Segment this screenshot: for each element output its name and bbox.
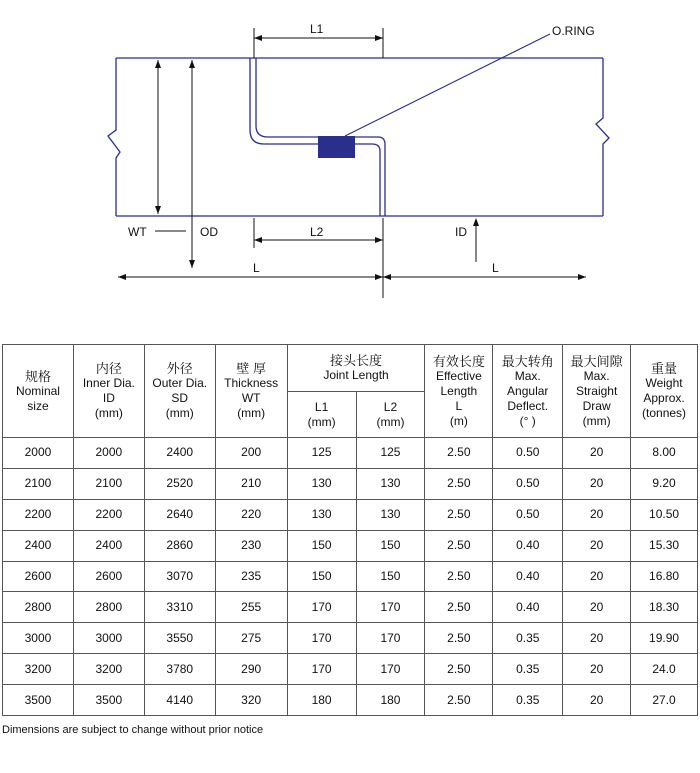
table-cell: 150 [356,561,425,592]
header-inner-en1: Inner Dia. [82,376,135,390]
joint-diagram [0,0,700,310]
header-effective [425,345,493,438]
header-thickness-en2: WT [241,391,261,405]
table-row [3,468,698,499]
header-outer-zh: 外径 [166,361,193,376]
spigot-profile-outer [250,58,318,144]
header-weight-zh: 重量 [651,361,678,376]
table-cell: 3780 [144,654,215,685]
table-cell: 2000 [73,438,144,469]
header-outer-en2: SD [171,391,189,405]
table-row [3,561,698,592]
header-straight-en3: Draw [582,398,611,413]
label-l-left: L [253,261,260,275]
table-cell: 180 [287,685,356,716]
table-cell: 2.50 [425,685,493,716]
header-l1-name: L1 [314,399,329,414]
header-thickness-unit: (mm) [237,406,266,420]
table-cell: 150 [287,561,356,592]
header-outer [144,345,215,438]
table-cell: 2400 [3,530,74,561]
table-cell: 170 [287,592,356,623]
header-angular-unit: (° ) [519,413,536,428]
table-cell: 130 [356,468,425,499]
table-cell: 18.30 [631,592,698,623]
table-cell: 2400 [144,438,215,469]
table-cell: 130 [287,468,356,499]
table-cell: 10.50 [631,499,698,530]
header-weight-en1: Weight [645,376,683,390]
table-cell: 2.50 [425,499,493,530]
header-weight-en2: Approx. [643,391,685,405]
table-cell: 3200 [73,654,144,685]
header-angular-en1: Max. [514,368,541,383]
header-nominal-en1: Nominal [15,383,60,398]
table-cell: 3310 [144,592,215,623]
table-cell: 3550 [144,623,215,654]
label-oring: O.RING [552,24,595,38]
table-cell: 3200 [3,654,74,685]
notice-text: Dimensions are subject to change without prior notice [2,724,264,736]
table-cell: 4140 [144,685,215,716]
table-cell: 130 [287,499,356,530]
table-cell: 0.50 [493,499,563,530]
o-ring [318,136,355,158]
table-cell: 2640 [144,499,215,530]
header-l2 [356,392,425,438]
table-cell: 3000 [3,623,74,654]
label-l-right: L [492,261,499,275]
table-cell: 20 [563,499,631,530]
table-cell: 19.90 [631,623,698,654]
table-cell: 20 [563,438,631,469]
table-cell: 125 [356,438,425,469]
table-row [3,530,698,561]
header-effective-en3: L [455,398,463,413]
table-row [3,499,698,530]
table-cell: 170 [356,592,425,623]
table-row [3,685,698,716]
header-weight-en3: (tonnes) [642,406,687,420]
socket-profile-inner [355,144,380,216]
table-cell: 320 [215,685,287,716]
header-nominal-zh: 规格 [24,368,51,384]
table-cell: 0.35 [493,654,563,685]
table-cell: 24.0 [631,654,698,685]
table-cell: 255 [215,592,287,623]
header-nominal [3,345,74,438]
pipe-right-edge [596,58,609,216]
header-angular [493,345,563,438]
table-cell: 3500 [73,685,144,716]
table-cell: 0.50 [493,438,563,469]
table-cell: 170 [287,654,356,685]
table-cell: 2000 [3,438,74,469]
header-thickness-zh: 壁 厚 [236,361,266,376]
table-cell: 150 [356,530,425,561]
table-cell: 2520 [144,468,215,499]
table-cell: 0.50 [493,468,563,499]
table-cell: 0.40 [493,592,563,623]
header-straight-en1: Max. [583,368,610,383]
header-joint [287,345,425,392]
table-cell: 220 [215,499,287,530]
table-cell: 170 [287,623,356,654]
table-cell: 16.80 [631,561,698,592]
table-row [3,592,698,623]
table-cell: 2200 [3,499,74,530]
table-cell: 27.0 [631,685,698,716]
table-cell: 2400 [73,530,144,561]
o-ring-leader [345,34,550,136]
table-cell: 2860 [144,530,215,561]
table-cell: 20 [563,592,631,623]
header-joint-en1: Joint Length [323,368,389,382]
table-cell: 170 [356,623,425,654]
header-weight [631,345,698,438]
header-thickness [215,345,287,438]
table-cell: 150 [287,530,356,561]
table-cell: 200 [215,438,287,469]
table-cell: 275 [215,623,287,654]
table-cell: 20 [563,561,631,592]
table-cell: 20 [563,530,631,561]
table-row [3,654,698,685]
header-angular-en3: Deflect. [507,398,549,413]
header-l2-name: L2 [383,399,398,414]
table-cell: 0.35 [493,685,563,716]
header-inner-en2: ID [102,391,115,405]
header-l1 [287,392,356,438]
header-nominal-en2: size [27,398,49,413]
table-cell: 20 [563,654,631,685]
label-wt: WT [128,225,147,239]
table-cell: 210 [215,468,287,499]
header-straight-zh: 最大间隙 [570,353,623,369]
table-cell: 0.40 [493,530,563,561]
header-l1-unit: (mm) [307,414,336,429]
table-cell: 125 [287,438,356,469]
label-l2: L2 [310,225,324,239]
table-cell: 2600 [73,561,144,592]
table-cell: 130 [356,499,425,530]
header-l2-unit: (mm) [376,414,405,429]
table-cell: 180 [356,685,425,716]
header-straight [563,345,631,438]
pipe-left-edge [108,58,120,216]
table-cell: 0.35 [493,623,563,654]
table-cell: 3500 [3,685,74,716]
table-cell: 2800 [3,592,74,623]
header-angular-en2: Angular [507,383,549,398]
table-cell: 0.40 [493,561,563,592]
table-cell: 290 [215,654,287,685]
table-cell: 2800 [73,592,144,623]
header-joint-zh: 接头长度 [330,353,383,368]
table-cell: 2100 [73,468,144,499]
table-cell: 8.00 [631,438,698,469]
table-cell: 20 [563,468,631,499]
table-cell: 2200 [73,499,144,530]
table-cell: 20 [563,623,631,654]
table-cell: 2.50 [425,592,493,623]
header-outer-en1: Outer Dia. [152,376,208,390]
header-effective-en1: Effective [435,368,482,383]
table-row [3,438,698,469]
table-cell: 235 [215,561,287,592]
table-cell: 2.50 [425,530,493,561]
header-inner-zh: 内径 [95,361,122,376]
label-od: OD [200,225,218,239]
table-cell: 2.50 [425,468,493,499]
table-cell: 230 [215,530,287,561]
label-id: ID [455,225,467,239]
header-straight-unit: (mm) [582,413,611,428]
header-outer-unit: (mm) [165,406,194,420]
header-inner-unit: (mm) [94,406,123,420]
header-inner [73,345,144,438]
table-cell: 2.50 [425,438,493,469]
table-cell: 2600 [3,561,74,592]
spec-table [2,344,698,716]
header-straight-en2: Straight [575,383,618,398]
spigot-profile-inner [256,58,318,137]
label-l1: L1 [310,22,324,36]
table-cell: 2.50 [425,654,493,685]
header-effective-unit: (m) [449,413,468,428]
header-angular-zh: 最大转角 [501,353,554,369]
table-body [3,438,698,716]
table-cell: 2100 [3,468,74,499]
table-cell: 3000 [73,623,144,654]
table-cell: 20 [563,685,631,716]
table-cell: 2.50 [425,561,493,592]
table-cell: 9.20 [631,468,698,499]
table-cell: 170 [356,654,425,685]
header-thickness-en1: Thickness [224,376,279,390]
table-cell: 3070 [144,561,215,592]
table-cell: 15.30 [631,530,698,561]
table-row [3,623,698,654]
header-effective-zh: 有效长度 [432,353,485,369]
table-cell: 2.50 [425,623,493,654]
header-effective-en2: Length [440,383,478,398]
